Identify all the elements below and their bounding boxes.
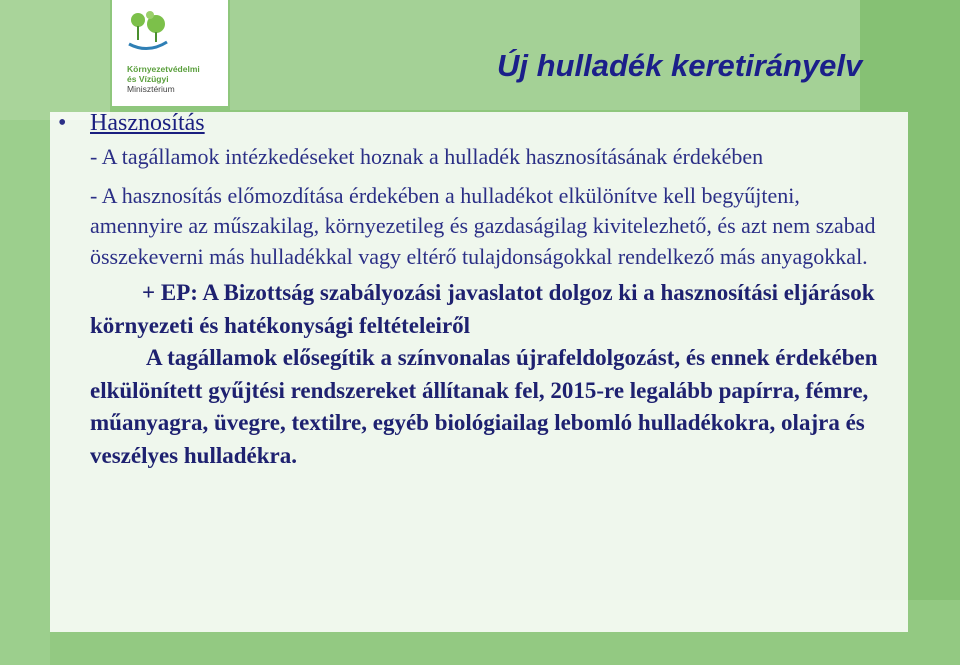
bold-paragraph-2 xyxy=(90,342,888,472)
slide-content xyxy=(58,108,888,472)
background-block xyxy=(0,120,50,665)
paragraph-2: - A hasznosítás előmozdítása érdekében a hulladékot elkülönítve kell begyűjteni, amennyire az műszakilag, környezetileg és gazdaságilag kivitelezhető, és azt nem szabad összekeverni más hulladékkal vagy eltérő tulajdonságokkal rendelkező más anyagokkal. xyxy=(90,182,876,269)
paragraph-1: - A tagállamok intézkedéseket hoznak a hulladék hasznosításának érdekében xyxy=(90,144,764,169)
ministry-logo xyxy=(112,0,228,106)
page-title: Új hulladék keretirányelv xyxy=(497,48,863,83)
section-heading: Hasznosítás xyxy=(90,110,205,136)
logo-line-3: Minisztérium xyxy=(127,84,175,94)
bullet-dot-icon: • xyxy=(58,110,67,136)
bold-paragraph-1 xyxy=(90,277,888,342)
bold-paragraph-2-text: A tagállamok elősegítik a színvonalas újrafeldolgozást, és ennek érdekében elkülönített gyűjtési rendszereket állítanak fel, 2015-re legalább papírra, fémre, műanyagra, üvegre, textilre, egyéb biológiailag lebomló hulladékokra, olajra és veszélyes hulladékra. xyxy=(90,345,878,468)
bold-paragraph-1-text: + EP: A Bizottság szabályozási javaslatot dolgoz ki a hasznosítási eljárások környezeti és hatékonysági feltételeiről xyxy=(90,280,875,338)
logo-line-2: és Vízügyi xyxy=(127,74,169,84)
background-block xyxy=(0,0,110,120)
tree-logo-icon xyxy=(126,10,170,54)
logo-line-1: Környezetvédelmi xyxy=(127,64,200,74)
